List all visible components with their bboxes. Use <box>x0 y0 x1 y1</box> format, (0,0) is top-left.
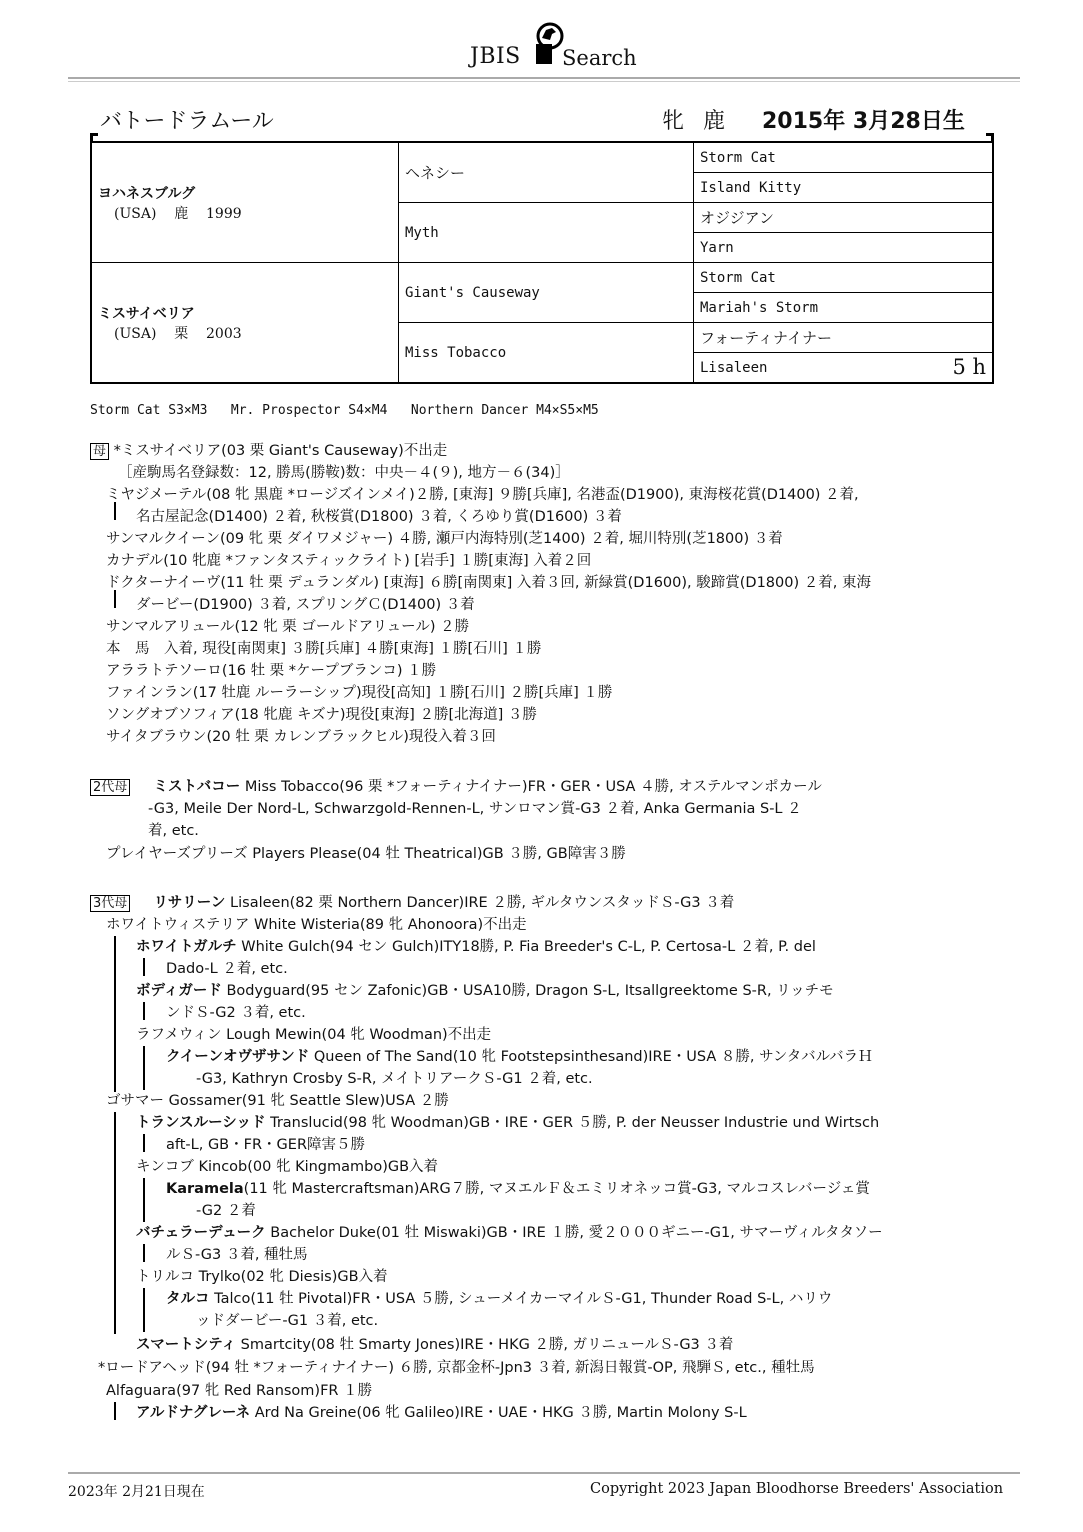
third-dam-line: Dado-L ２着, etc. <box>166 961 288 977</box>
indent-bar <box>143 1244 145 1262</box>
winner-name: トランスルーシッド <box>136 1115 266 1131</box>
pedigree-g2-cell: Giant's Causeway <box>399 263 694 323</box>
indent-bar <box>143 1002 145 1020</box>
section-label: 母 <box>90 443 109 460</box>
indent-bar <box>143 1134 145 1152</box>
dam-name: ミスサイベリア <box>98 305 195 322</box>
footer-date: 2023年 2月21日現在 <box>68 1484 205 1500</box>
winner-name: ボディガード <box>136 983 222 999</box>
winner-detail: Translucid(98 牝 Woodman)GB・IRE・GER ５勝, P. der Neusser Industrie und Wirtsch <box>265 1115 880 1131</box>
third-dam-line <box>136 1112 879 1134</box>
third-dam-line: トリルコ Trylko(02 牝 Diesis)GB入着 <box>136 1269 388 1285</box>
footer-rule <box>68 1472 1020 1474</box>
third-dam-line <box>136 980 834 1002</box>
pedigree-g3-cell: オジジアン <box>694 203 994 233</box>
five-h-mark: 5 h <box>952 355 986 379</box>
dam-line: ダービー(D1900) ３着, スプリングＣ(D1400) ３着 <box>136 597 475 613</box>
jbis-search-logo <box>470 18 635 74</box>
dam-line: ファインラン(17 牡鹿 ルーラーシップ)現役[高知] １勝[石川] ２勝[兵庫] １勝 <box>106 685 613 701</box>
third-dam-name: リサリーン <box>153 895 226 911</box>
third-dam-line <box>136 1402 747 1424</box>
dam-meta: (USA) 栗 2003 <box>114 325 242 342</box>
pedigree-g2-cell: Myth <box>399 203 694 263</box>
logo-search-text: Search <box>562 46 637 70</box>
third-dam-line: -G2 ２着 <box>196 1203 256 1219</box>
third-dam-line: -G3, Kathryn Crosby S-R, メイトリアークＳ-G1 ２着, etc. <box>196 1071 593 1087</box>
dam-line: サンマルクイーン(09 牝 栗 ダイワメジャー) ４勝, 瀬戸内海特別(芝1400) ２着, 堀川特別(芝1800) ３着 <box>106 531 783 547</box>
third-dam-line <box>136 936 816 958</box>
logo-jbis-text: JBIS <box>470 44 521 69</box>
horse-sex-color: 牝 鹿 <box>662 109 731 134</box>
winner-detail: (11 牝 Mastercraftsman)ARG７勝, マヌエルＦ＆エミリオネッコ賞-G3, マルコスレバージェ賞 <box>243 1181 870 1197</box>
sire-name: ヨハネスブルグ <box>98 185 196 202</box>
winner-name: タルコ <box>166 1291 210 1307</box>
third-dam-line: ルＳ-G3 ３着, 種牡馬 <box>166 1247 308 1263</box>
indent-bar <box>143 1178 145 1222</box>
indent-bar <box>114 1112 116 1334</box>
pedigree-g3-cell: Storm Cat <box>694 142 994 173</box>
footer-copyright: Copyright 2023 Japan Bloodhorse Breeders' Association <box>590 1481 1004 1497</box>
dam-section-heading <box>90 440 447 463</box>
winner-name: Karamela <box>166 1181 244 1197</box>
pedigree-g3-name: Lisaleen <box>700 359 768 376</box>
indent-bar <box>114 590 116 608</box>
third-dam-line <box>166 1178 870 1200</box>
dam-cell <box>91 263 399 384</box>
horse-birthdate: 2015年 3月28日生 <box>762 109 965 134</box>
third-dam-line: ンドＳ-G2 ３着, etc. <box>166 1005 306 1021</box>
indent-bar <box>114 936 116 1092</box>
second-dam-line: Miss Tobacco(96 栗 *フォーティナイナー)FR・GER・USA ４勝, オステルマンポカール <box>244 779 822 795</box>
second-dam-line: プレイヤーズプリーズ Players Please(04 牡 Theatrical)GB ３勝, GB障害３勝 <box>106 846 626 862</box>
winner-detail: Bachelor Duke(01 牡 Miswaki)GB・IRE １勝, 愛２０００ギニー-G1, サマーヴィルタタソー <box>265 1225 883 1241</box>
winner-detail: Bodyguard(95 セン Zafonic)GB・USA10勝, Dragon S-L, Itsallgreektome S-R, リッチモ <box>221 983 834 999</box>
pedigree-g3-cell: Yarn <box>694 233 994 263</box>
indent-bar <box>114 1402 116 1420</box>
pedigree-g3-cell: Island Kitty <box>694 173 994 203</box>
header-rule-thin <box>68 81 1020 82</box>
dam-line: ドクターナイーヴ(11 牡 栗 デュランダル) [東海] ６勝[南関東] 入着３回, 新緑賞(D1600), 駿蹄賞(D1800) ２着, 東海 <box>106 575 871 591</box>
inbreeding-line: Storm Cat S3×M3 Mr. Prospector S4×M4 Northern Dancer M4×S5×M5 <box>90 403 599 418</box>
third-dam-line: キンコブ Kincob(00 牝 Kingmambo)GB入着 <box>136 1159 439 1175</box>
winner-detail: White Gulch(94 セン Gulch)ITY18勝, P. Fia Breeder's C-L, P. Certosa-L ２着, P. del <box>236 939 816 955</box>
winner-name: アルドナグレーネ <box>136 1405 251 1421</box>
dam-line: カナデル(10 牝鹿 *ファンタスティックライト) [岩手] １勝[東海] 入着２回 <box>106 553 592 569</box>
third-dam-heading <box>90 892 734 915</box>
indent-bar <box>143 1046 145 1090</box>
sire-cell <box>91 142 399 263</box>
pedigree-g2-cell: Miss Tobacco <box>399 323 694 384</box>
third-dam-line: Lisaleen(82 栗 Northern Dancer)IRE ２勝, ギルタウンスタッドＳ-G3 ３着 <box>230 895 735 911</box>
third-dam-line: Alfaguara(97 牝 Red Ransom)FR １勝 <box>106 1383 373 1399</box>
third-dam-line <box>166 1288 832 1310</box>
winner-name: ホワイトガルチ <box>136 939 237 955</box>
third-dam-line: aft-L, GB・FR・GER障害５勝 <box>166 1137 366 1153</box>
second-dam-heading <box>90 776 822 799</box>
dam-line: *ミスサイベリア(03 栗 Giant's Causeway)不出走 <box>113 443 448 459</box>
third-dam-line <box>166 1046 873 1068</box>
horse-name: バトードラムール <box>100 109 274 134</box>
dam-line: ミヤジメーテル(08 牝 黒鹿 *ロージズインメイ)２勝, [東海] ９勝[兵庫], 名港盃(D1900), 東海桜花賞(D1400) ２着, <box>106 487 859 503</box>
dam-line: サイタブラウン(20 牡 栗 カレンブラックヒル)現役入着３回 <box>106 729 496 745</box>
section-label: 3代母 <box>90 895 130 912</box>
dam-line: ソングオブソフィア(18 牝鹿 キズナ)現役[東海] ２勝[北海道] ３勝 <box>106 707 537 723</box>
winner-name: スマートシティ <box>136 1337 237 1353</box>
third-dam-line <box>136 1222 883 1244</box>
indent-bar <box>143 958 145 976</box>
dam-line: 本 馬 入着, 現役[南関東] ３勝[兵庫] ４勝[東海] １勝[石川] １勝 <box>106 641 542 657</box>
dam-line: サンマルアリュール(12 牝 栗 ゴールドアリュール) ２勝 <box>106 619 470 635</box>
third-dam-line: ッドダービー-G1 ３着, etc. <box>196 1313 379 1329</box>
winner-detail: Smartcity(08 牡 Smarty Jones)IRE・HKG ２勝, ガリニュールＳ-G3 ３着 <box>236 1337 734 1353</box>
dam-line: ［産駒馬名登録数：12, 勝馬(勝鞍)数：中央－４(９), 地方－６(34)］ <box>118 465 570 481</box>
winner-name: クイーンオヴザサンド <box>166 1049 310 1065</box>
second-dam-name: ミストバコー <box>153 779 241 795</box>
winner-detail: Ard Na Greine(06 牝 Galileo)IRE・UAE・HKG ３勝, Martin Molony S-L <box>250 1405 747 1421</box>
pedigree-g3-cell: Mariah's Storm <box>694 293 994 323</box>
section-label: 2代母 <box>90 779 130 796</box>
second-dam-line: 着, etc. <box>148 823 199 839</box>
dam-line: 名古屋記念(D1400) ２着, 秋桜賞(D1800) ３着, くろゆり賞(D1600) ３着 <box>136 509 622 525</box>
winner-detail: Queen of The Sand(10 牝 Footstepsinthesand)IRE・USA ８勝, サンタバルバラＨ <box>309 1049 873 1065</box>
third-dam-line: ラフメウィン Lough Mewin(04 牝 Woodman)不出走 <box>136 1027 492 1043</box>
indent-bar <box>114 502 116 520</box>
indent-bar <box>143 1288 145 1332</box>
pedigree-g3-cell: Storm Cat <box>694 263 994 293</box>
pedigree-g3-cell: フォーティナイナー <box>694 323 994 353</box>
winner-detail: Talco(11 牡 Pivotal)FR・USA ５勝, シューメイカーマイルＳ-G1, Thunder Road S-L, ハリウ <box>209 1291 833 1307</box>
third-dam-line: ホワイトウィステリア White Wisteria(89 牝 Ahonoora)不出走 <box>106 917 527 933</box>
pedigree-g3-cell-last <box>694 353 994 384</box>
pedigree-table <box>90 141 994 384</box>
third-dam-line: ゴサマー Gossamer(91 牝 Seattle Slew)USA ２勝 <box>106 1093 449 1109</box>
winner-name: バチェラーデューク <box>136 1225 266 1241</box>
second-dam-line: -G3, Meile Der Nord-L, Schwarzgold-Rennen-L, サンロマン賞-G3 ２着, Anka Germania S-L ２ <box>148 801 802 817</box>
third-dam-line <box>136 1334 733 1356</box>
sire-meta: (USA) 鹿 1999 <box>114 205 242 222</box>
pedigree-g2-cell: ヘネシー <box>399 142 694 203</box>
dam-line: アララトテソーロ(16 牡 栗 *ケープブランコ) １勝 <box>106 663 437 679</box>
header-rule <box>68 77 1020 79</box>
third-dam-line: *ロードアヘッド(94 牡 *フォーティナイナー) ６勝, 京都金杯-Jpn3 ３着, 新潟日報賞-OP, 飛騨Ｓ, etc., 種牡馬 <box>98 1360 815 1376</box>
